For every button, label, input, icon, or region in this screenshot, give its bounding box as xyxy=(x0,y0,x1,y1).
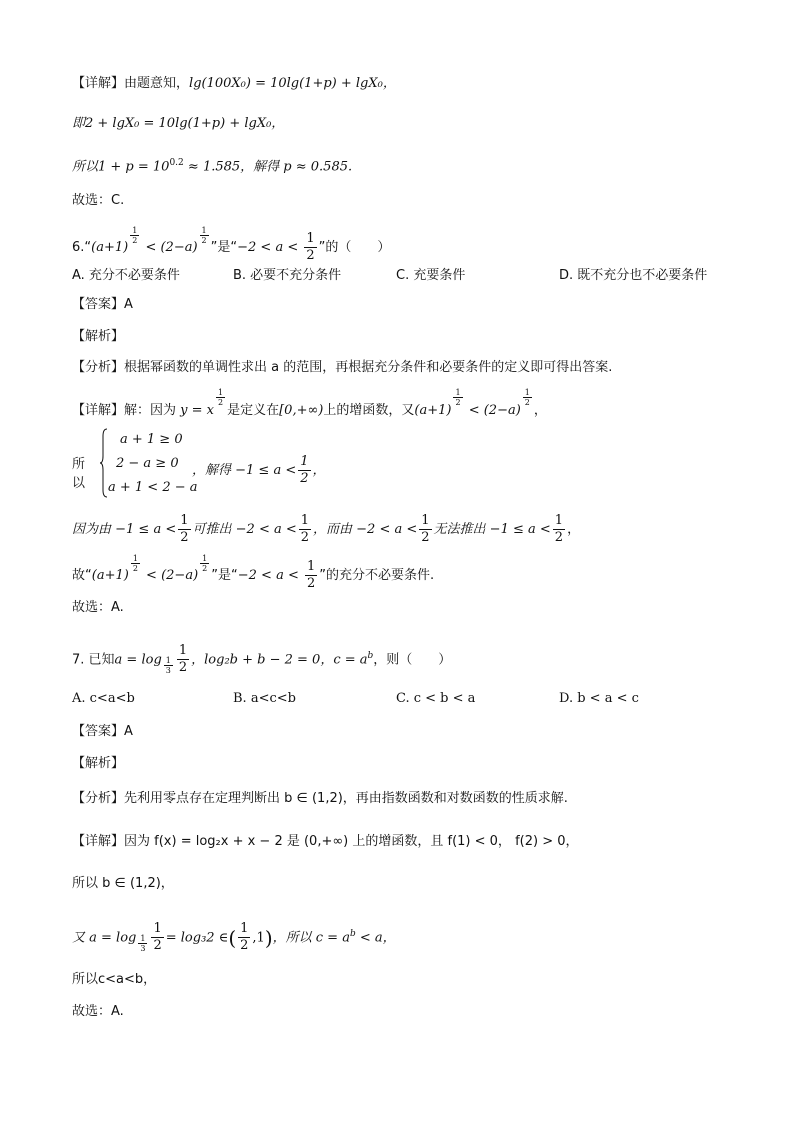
stem-text: ，log₂b + b − 2 = 0，c = a xyxy=(191,652,368,668)
detail-text: 由题意知， xyxy=(124,76,190,91)
conclusion-text: 故 xyxy=(72,568,86,583)
reason-text: 无法推出 −1 ≤ a < xyxy=(433,522,551,537)
math-expression: < a， xyxy=(355,930,396,946)
system-row: 2 − a ≥ 0 xyxy=(116,456,179,471)
q7-stem: 7. 已知a = log $\frac{1}{3}$ $\frac{1}{2}$ ，log₂b + b − 2 = 0，$c = a^b$，则（ ） xyxy=(72,643,452,676)
q7-option-a[interactable]: A. c<a<b xyxy=(72,691,135,706)
reason-text: ，而由 −2 < a < xyxy=(313,522,418,537)
q6-option-d[interactable]: D. 既不充分也不必要条件 xyxy=(559,268,708,283)
q7-analyze xyxy=(72,789,568,809)
exponent: 0.2 xyxy=(169,158,184,168)
math-expression: 又 a = log xyxy=(72,930,137,946)
q7-line-2: 所以 b ∈ (1,2)， xyxy=(72,876,174,891)
math-expression: ，所以 c = a xyxy=(272,930,350,946)
analyze-tag: 【分析】 xyxy=(72,360,125,375)
q7-option-c[interactable]: C. c < b < a xyxy=(396,691,476,706)
q5-line-3 xyxy=(72,153,352,177)
q5-choose: 故选：C. xyxy=(72,193,125,208)
detail-text: 因为 f(x) = log₂x + x − 2 是 (0,+∞) 上的增函数，且 f(1) < 0， f(2) > 0， xyxy=(124,834,579,849)
q7-detail xyxy=(72,832,579,852)
math-expression: 所以1 + p = 10 xyxy=(72,159,170,175)
q7-line-4: 所以c<a<b， xyxy=(72,972,157,987)
q6-analysis: 【解析】 xyxy=(72,329,125,344)
q6-conclusion: 故“(a+1) $\frac{1}{2}$ < (2−a) $\frac{1}{2}$ ”是“−2 < a < $\frac{1}{2}$ ”的充分不必要条件. xyxy=(72,554,435,591)
stem-text: ，则（ ） xyxy=(373,652,452,668)
analyze-tag: 【分析】 xyxy=(72,791,125,806)
math-expression: ≈ 1.585，解得 p ≈ 0.585. xyxy=(183,159,353,175)
q7-option-d[interactable]: D. b < a < c xyxy=(559,691,639,706)
q7-choose: 故选：A. xyxy=(72,1004,124,1019)
interval: [0,+∞) xyxy=(279,403,324,418)
q6-option-b[interactable]: B. 必要不充分条件 xyxy=(233,268,342,283)
question-number: 7. 已知 xyxy=(72,652,115,668)
stem-text: 的（ ） xyxy=(325,240,391,255)
detail-tag: 【详解】 xyxy=(72,76,125,91)
q7-line-3: 又 a = log $\frac{1}{3}$ $\frac{1}{2}$ = log₃2 ∈( $\frac{1}{2}$ ,1)，所以 $c = a^b < a$， xyxy=(72,921,396,954)
q6-option-a[interactable]: A. 充分不必要条件 xyxy=(72,268,180,283)
conclusion-text: 是 xyxy=(217,568,231,583)
stem-text: 是 xyxy=(217,240,231,255)
detail-text: 解：因为 xyxy=(124,403,177,418)
detail-tag: 【详解】 xyxy=(72,834,125,849)
analyze-text: 根据幂函数的单调性求出 a 的范围，再根据充分条件和必要条件的定义即可得出答案. xyxy=(124,360,613,375)
q5-line-2 xyxy=(72,114,284,134)
conclusion-text: 的充分不必要条件. xyxy=(326,568,435,583)
solve-text: ，解得 −1 ≤ a < $\frac{1}{2}$ ， xyxy=(192,454,326,486)
q6-choose: 故选：A. xyxy=(72,600,124,615)
q7-analysis: 【解析】 xyxy=(72,756,125,771)
detail-text: 上的增函数，又 xyxy=(323,403,415,418)
q6-detail-line: 【详解】解：因为 y = x $\frac{1}{2}$ 是定义在[0,+∞)上的增函数，又(a+1) $\frac{1}{2}$ < (2−a) $\frac{1}{2}$ ， xyxy=(72,388,547,418)
system-row: a + 1 < 2 − a xyxy=(108,480,198,495)
analyze-text: 先利用零点存在定理判断出 b ∈ (1,2)，再由指数函数和对数函数的性质求解. xyxy=(124,791,568,806)
q6-analyze xyxy=(72,358,612,378)
math-expression: lg(100X₀) = 10lg(1+p) + lgX₀， xyxy=(189,76,396,91)
q7-answer: 【答案】A xyxy=(72,724,133,739)
q6-answer: 【答案】A xyxy=(72,297,133,312)
question-number: 6. xyxy=(72,240,85,255)
q5-detail-line xyxy=(72,74,396,94)
detail-text: 是定义在 xyxy=(227,403,280,418)
detail-tag: 【详解】 xyxy=(72,403,125,418)
reason-text: 因为由 −1 ≤ a < xyxy=(72,522,177,537)
q6-stem: 6.“(a+1) $\frac{1}{2}$ < (2−a) $\frac{1}{2}$ ”是“−2 < a < $\frac{1}{2}$ ”的（ ） xyxy=(72,226,391,263)
math-expression: = log₃2 ∈ xyxy=(165,930,229,946)
math-expression: 即2 + lgX₀ = 10lg(1+p) + lgX₀， xyxy=(72,116,285,131)
so-label: 所以 xyxy=(72,457,86,491)
reason-text: 可推出 −2 < a < xyxy=(192,522,297,537)
q6-option-c[interactable]: C. 充要条件 xyxy=(396,268,466,283)
system-row: a + 1 ≥ 0 xyxy=(120,432,183,447)
q7-option-b[interactable]: B. a<c<b xyxy=(233,691,296,706)
brace-icon xyxy=(100,428,108,498)
q6-reason: 因为由 −1 ≤ a < $\frac{1}{2}$ 可推出 −2 < a < $\frac{1}{2}$ ，而由 −2 < a < $\frac{1}{2}$ 无法推出 −1 ≤ a < $\frac{1}{2}$ ， xyxy=(72,513,581,545)
